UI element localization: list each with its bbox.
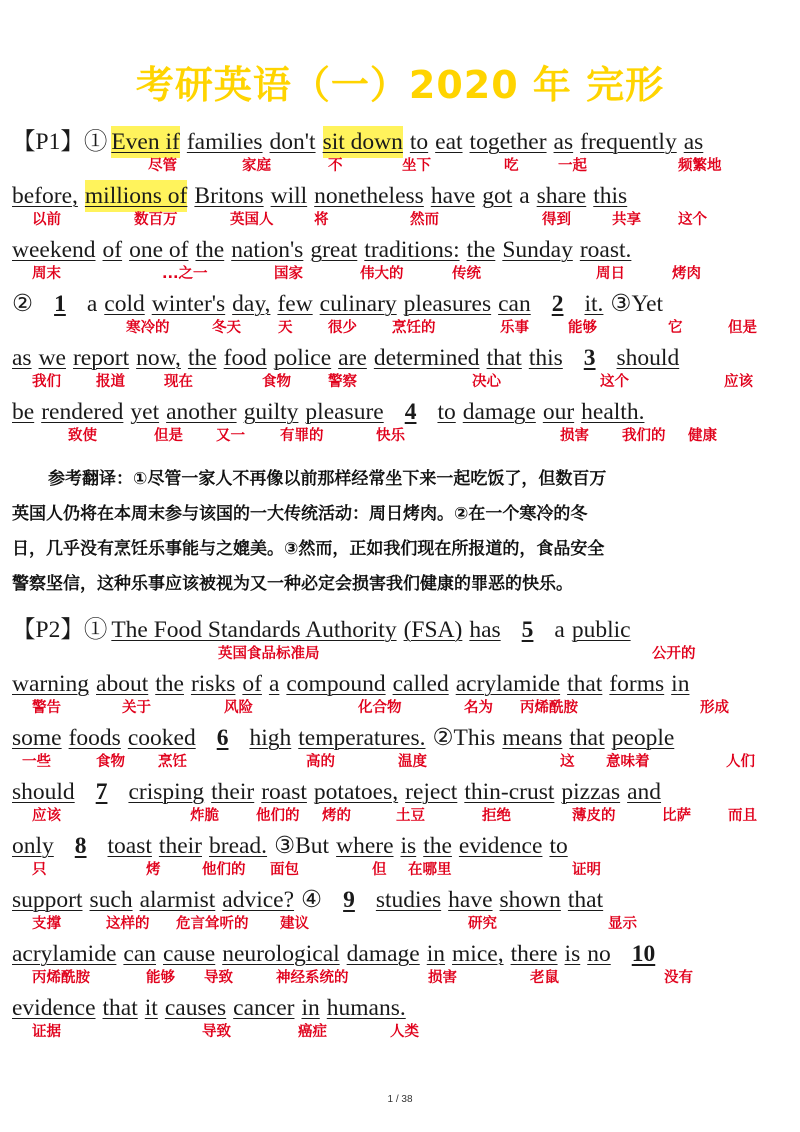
english-word: neurological [222,941,340,967]
english-word: means [502,725,563,751]
chinese-gloss: 证明 [572,862,601,878]
chinese-gloss: 乐事 [500,320,529,336]
chinese-gloss: 英国食品标准局 [218,646,320,662]
english-word: some [12,725,62,751]
chinese-gloss-line [12,912,792,934]
english-word: traditions: [364,237,460,263]
english-word: report [72,345,130,371]
chinese-gloss: 将 [314,212,329,228]
chinese-gloss: 决心 [472,374,501,390]
english-word: warning [12,671,90,697]
english-word: 【P1】① [12,129,108,155]
chinese-gloss-line [12,804,792,826]
english-word: is [564,941,581,967]
english-word: advice? [222,887,295,913]
english-word: acrylamide [455,671,561,697]
chinese-gloss: 能够 [146,970,175,986]
chinese-gloss: 有罪的 [280,428,324,444]
chinese-gloss: 危言耸听的 [176,916,249,932]
english-word: 【P2】① [12,617,108,643]
chinese-gloss: 健康 [688,428,717,444]
chinese-gloss: 他们的 [202,862,246,878]
english-word: where [336,833,394,859]
chinese-gloss: 风险 [224,700,253,716]
blank-number: 8 [74,833,87,859]
chinese-gloss: 烤的 [322,808,351,824]
english-word: risks [190,671,236,697]
english-word: food [223,345,267,371]
chinese-gloss: 坐下 [402,158,431,174]
english-word: shown [499,887,561,913]
chinese-gloss: 这样的 [106,916,150,932]
chinese-gloss: 土豆 [396,808,425,824]
english-word: high [249,725,292,751]
chinese-gloss: 这个 [678,212,707,228]
english-word: that [567,887,604,913]
chinese-gloss: 导致 [204,970,233,986]
english-word: to [409,129,429,155]
blank-number: 9 [343,887,355,913]
chinese-gloss: 癌症 [298,1024,327,1040]
english-word: evidence [458,833,543,859]
chinese-gloss: 烹饪的 [392,320,436,336]
chinese-gloss: 烤 [146,862,161,878]
blank-number: 4 [404,399,417,425]
chinese-gloss: 周末 [32,266,61,282]
english-word: has [469,617,501,643]
text-line [12,992,792,1046]
english-word: in [301,995,320,1021]
english-word: great [310,237,358,263]
chinese-gloss: 只 [32,862,47,878]
english-word: a [86,291,98,317]
english-word: Britons [194,183,264,209]
english-word: ③Yet [610,291,664,317]
chinese-gloss-line [12,208,792,230]
chinese-gloss: 家庭 [242,158,271,174]
english-word: damage [462,399,536,425]
chinese-gloss-line [12,154,792,176]
chinese-gloss: 但是 [154,428,183,444]
english-word: guilty [243,399,299,425]
english-word: be [12,399,35,425]
chinese-gloss: 数百万 [134,212,178,228]
chinese-gloss: 快乐 [376,428,405,444]
page-title: 考研英语（一）2020 年 完形 [135,63,665,107]
english-word: compound [286,671,386,697]
chinese-gloss: 炸脆 [190,808,219,824]
english-word: families [186,129,263,155]
english-word: there [510,941,558,967]
english-word: frequently [580,129,677,155]
translation-line: 英国人仍将在本周末参与该国的一大传统活动：周日烤肉。②在一个寒冷的冬 [12,504,588,524]
chinese-gloss: 能够 [568,320,597,336]
english-word: winter's [151,291,226,317]
chinese-gloss: 应该 [724,374,753,390]
english-word: should [616,345,680,371]
chinese-gloss: 传统 [452,266,481,282]
chinese-gloss: 人们 [726,754,755,770]
chinese-gloss-line [12,858,792,880]
english-word: is [400,833,417,859]
chinese-gloss: 损害 [428,970,457,986]
english-word: don't [269,129,316,155]
chinese-gloss: 烹饪 [158,754,187,770]
english-word: nonetheless [314,183,424,209]
chinese-gloss: 损害 [560,428,589,444]
english-word: bread. [209,833,268,859]
english-word: rendered [41,399,124,425]
english-word: cooked [127,725,196,751]
blank-number: 10 [631,941,656,967]
blank-number: 5 [521,617,534,643]
english-word: in [426,941,446,967]
chinese-gloss: 我们 [32,374,61,390]
english-word: as [553,129,574,155]
chinese-gloss: 烤肉 [672,266,701,282]
chinese-gloss: 现在 [164,374,193,390]
english-word: the [155,671,184,697]
english-word: evidence [12,995,96,1021]
english-word: it. [584,291,604,317]
english-word: culinary [319,291,397,317]
english-word: few [277,291,313,317]
english-word: have [430,183,476,209]
english-word: that [486,345,522,371]
chinese-gloss: 警察 [328,374,357,390]
chinese-gloss: 这个 [600,374,629,390]
english-word: pleasures [403,291,492,317]
chinese-gloss: 建议 [280,916,309,932]
english-word: mice, [452,941,504,967]
text-line [12,776,792,830]
chinese-gloss: 导致 [202,1024,231,1040]
chinese-gloss: 天 [278,320,293,336]
english-word: pleasure [305,399,384,425]
translation-line: 警察坚信，这种乐事应该被视为又一种必定会损害我们健康的罪恶的快乐。 [12,574,573,594]
english-word: (FSA) [403,617,463,643]
chinese-gloss: 这 [560,754,575,770]
chinese-gloss: 人类 [390,1024,419,1040]
english-word: to [437,399,456,425]
english-word: toast [107,833,152,859]
chinese-gloss: 名为 [464,700,493,716]
english-word: the [423,833,452,859]
english-word: roast [261,779,307,805]
english-word: such [89,887,133,913]
paragraph-p1 [12,126,792,450]
blank-number: 2 [551,291,564,317]
english-word: ②This [432,725,496,751]
text-line [12,938,792,992]
english-word: can [498,291,531,317]
chinese-gloss-line [12,370,792,392]
english-word: share [536,183,587,209]
chinese-gloss: 不 [328,158,343,174]
english-word: as [12,345,32,371]
english-word: weekend [12,237,96,263]
english-word: in [671,671,690,697]
english-word: should [12,779,75,805]
english-word: ② [12,291,34,317]
page-number: 1 / 38 [387,1094,413,1105]
english-word: pizzas [561,779,621,805]
text-line [12,722,792,776]
english-word: to [549,833,568,859]
chinese-gloss: 丙烯酰胺 [32,970,90,986]
english-word: reject [405,779,458,805]
english-word: eat [435,129,463,155]
chinese-gloss: 冬天 [212,320,241,336]
english-word: cause [163,941,216,967]
chinese-gloss-line [12,750,792,772]
chinese-gloss: 它 [668,320,683,336]
english-word: only [12,833,54,859]
english-word: ③But [274,833,330,859]
chinese-gloss: 又一 [216,428,245,444]
english-word: of [242,671,262,697]
text-line [12,234,792,288]
chinese-gloss-line [12,966,792,988]
chinese-gloss: 意味着 [606,754,650,770]
english-word: temperatures. [298,725,426,751]
chinese-gloss: 他们的 [256,808,300,824]
english-word: as [683,129,704,155]
chinese-gloss: 高的 [306,754,335,770]
english-word: that [102,995,138,1021]
chinese-gloss: 食物 [262,374,291,390]
text-line [12,884,792,938]
english-word: cold [104,291,145,317]
text-line [12,288,792,342]
chinese-gloss: 薄皮的 [572,808,616,824]
text-line [12,180,792,234]
chinese-gloss: 很少 [328,320,357,336]
english-word: cancer [233,995,295,1021]
english-word: now, [136,345,181,371]
chinese-gloss: 温度 [398,754,427,770]
english-word: this [593,183,628,209]
english-word: the [466,237,496,263]
chinese-gloss: 研究 [468,916,497,932]
chinese-gloss: 以前 [32,212,61,228]
chinese-gloss: 证据 [32,1024,61,1040]
blank-number: 1 [54,291,66,317]
english-word: causes [164,995,227,1021]
english-word: a [268,671,280,697]
english-word: support [12,887,83,913]
english-word: called [392,671,449,697]
english-word: damage [346,941,420,967]
chinese-gloss: 公开的 [652,646,696,662]
english-word: will [270,183,308,209]
chinese-gloss: 得到 [542,212,571,228]
chinese-gloss: 丙烯酰胺 [520,700,578,716]
english-word: public [571,617,631,643]
chinese-gloss: 致使 [68,428,97,444]
english-word: roast. [579,237,632,263]
text-line [12,830,792,884]
chinese-gloss: 比萨 [662,808,691,824]
chinese-gloss: 国家 [274,266,303,282]
english-word: alarmist [139,887,216,913]
text-line [12,126,792,180]
english-word: thin-crust [464,779,555,805]
english-word: ④ [301,887,323,913]
chinese-gloss: 警告 [32,700,61,716]
english-word: that [569,725,605,751]
text-line [12,396,792,450]
chinese-gloss: 共享 [612,212,641,228]
chinese-gloss: 然而 [410,212,439,228]
english-word: no [587,941,611,967]
text-line [12,614,792,668]
english-word: determined [373,345,480,371]
english-word: the [195,237,225,263]
english-word: Even if [111,126,180,158]
chinese-gloss-line [12,696,792,718]
english-word: about [96,671,149,697]
chinese-gloss: 寒冷的 [126,320,170,336]
blank-number: 6 [216,725,229,751]
english-word: acrylamide [12,941,117,967]
chinese-gloss: 显示 [608,916,637,932]
english-word: can [123,941,157,967]
paragraph-p2 [12,614,792,1046]
chinese-gloss: 化合物 [358,700,402,716]
text-line [12,342,792,396]
chinese-gloss: 食物 [96,754,125,770]
english-word: got [482,183,513,209]
english-word: sit down [323,126,403,158]
english-word: another [166,399,237,425]
chinese-gloss: 关于 [122,700,151,716]
translation-line: 参考翻译：①尽管一家人不再像以前那样经常坐下来一起吃饭了，但数百万 [48,469,607,489]
chinese-gloss: 吃 [504,158,519,174]
chinese-gloss-line [12,424,792,446]
blank-number: 7 [95,779,108,805]
english-word: it [144,995,158,1021]
chinese-gloss-line [12,1020,792,1042]
chinese-gloss-line [12,262,792,284]
english-word: that [567,671,603,697]
text-line [12,668,792,722]
chinese-gloss: 伟大的 [360,266,404,282]
english-word: of [102,237,123,263]
chinese-gloss: 我们的 [622,428,666,444]
english-word: millions of [85,180,188,212]
english-word: humans. [326,995,406,1021]
chinese-gloss: 尽管 [148,158,177,174]
translation-line: 日，几乎没有烹饪乐事能与之媲美。③然而，正如我们现在所报道的，食品安全 [12,539,605,559]
english-word: we [38,345,66,371]
chinese-gloss: 频繁地 [678,158,722,174]
english-word: have [448,887,493,913]
chinese-gloss: 一些 [22,754,51,770]
chinese-gloss-line [12,642,792,664]
english-word: forms [609,671,665,697]
english-word: nation's [231,237,304,263]
english-word: health. [581,399,645,425]
chinese-gloss: 在哪里 [408,862,452,878]
english-word: a [554,617,565,643]
chinese-gloss: 但 [372,862,387,878]
english-word: a [519,183,530,209]
english-word: one of [129,237,189,263]
chinese-gloss: 但是 [728,320,757,336]
english-word: their [158,833,202,859]
english-word: before, [12,183,78,209]
chinese-gloss: 拒绝 [482,808,511,824]
english-word: day, [232,291,271,317]
reference-translation [12,462,782,602]
english-word: together [469,129,547,155]
english-word: studies [375,887,442,913]
english-word: our [542,399,575,425]
english-word: Sunday [502,237,573,263]
english-word: yet [130,399,160,425]
chinese-gloss: 一起 [558,158,587,174]
chinese-gloss: 面包 [270,862,299,878]
english-word: police [273,345,332,371]
chinese-gloss: 周日 [596,266,625,282]
chinese-gloss: 英国人 [230,212,274,228]
chinese-gloss-line [12,316,792,338]
chinese-gloss: 老鼠 [530,970,559,986]
chinese-gloss: ...之一 [162,266,208,282]
chinese-gloss: 形成 [700,700,729,716]
english-word: The Food Standards Authority [111,617,397,643]
chinese-gloss: 没有 [664,970,693,986]
english-word: the [187,345,217,371]
english-word: this [528,345,563,371]
chinese-gloss: 应该 [32,808,61,824]
english-word: crisping [128,779,205,805]
english-word: potatoes, [313,779,399,805]
chinese-gloss: 报道 [96,374,125,390]
english-word: foods [68,725,121,751]
english-word: and [627,779,662,805]
english-word: people [611,725,675,751]
chinese-gloss: 神经系统的 [276,970,349,986]
chinese-gloss: 而且 [728,808,757,824]
english-word: their [211,779,255,805]
chinese-gloss: 支撑 [32,916,61,932]
blank-number: 3 [583,345,596,371]
english-word: are [338,345,367,371]
